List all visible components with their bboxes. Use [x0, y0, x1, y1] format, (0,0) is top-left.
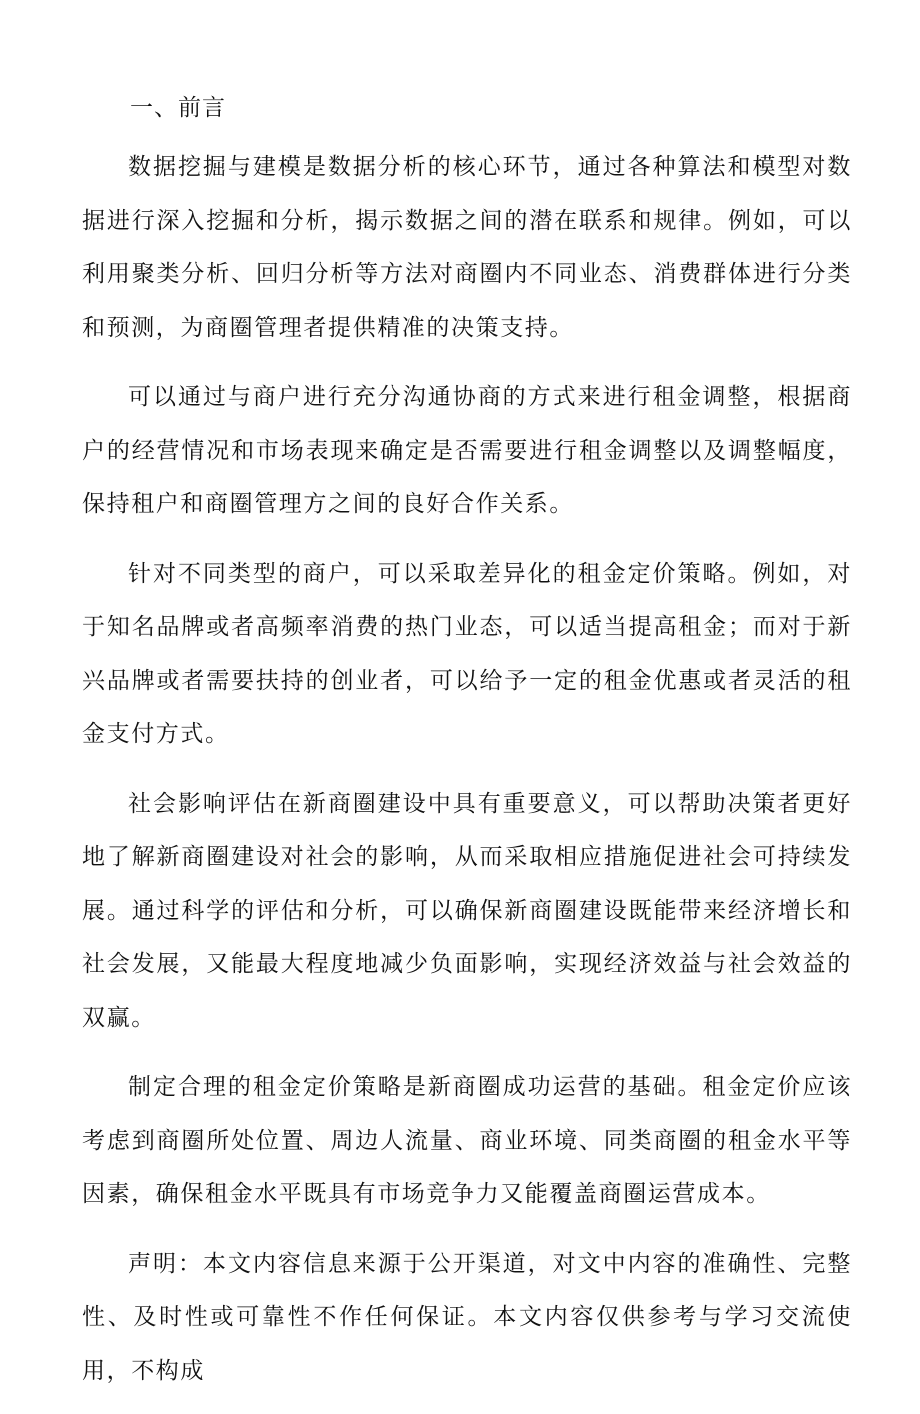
paragraph-disclaimer: 声明：本文内容信息来源于公开渠道，对文中内容的准确性、完整性、及时性或可靠性不作任何保证。本文内容仅供参考与学习交流使用，不构成 [82, 1250, 852, 1384]
paragraph-social-impact: 社会影响评估在新商圈建设中具有重要意义，可以帮助决策者更好地了解新商圈建设对社会的影响，从而采取相应措施促进社会可持续发展。通过科学的评估和分析，可以确保新商圈建设既能带来经济增长和社会发展，又能最大程度地减少负面影响，实现经济效益与社会效益的双赢。 [82, 790, 852, 1031]
section-heading: 一、前言 [130, 95, 226, 121]
paragraph-rent-negotiation: 可以通过与商户进行充分沟通协商的方式来进行租金调整，根据商户的经营情况和市场表现来确定是否需要进行租金调整以及调整幅度，保持租户和商圈管理方之间的良好合作关系。 [82, 384, 852, 517]
paragraph-data-mining: 数据挖掘与建模是数据分析的核心环节，通过各种算法和模型对数据进行深入挖掘和分析，揭示数据之间的潜在联系和规律。例如，可以利用聚类分析、回归分析等方法对商圈内不同业态、消费群体进行分类和预测，为商圈管理者提供精准的决策支持。 [82, 154, 852, 341]
paragraph-differentiated-pricing: 针对不同类型的商户，可以采取差异化的租金定价策略。例如，对于知名品牌或者高频率消费的热门业态，可以适当提高租金；而对于新兴品牌或者需要扶持的创业者，可以给予一定的租金优惠或者灵活的租金支付方式。 [82, 560, 852, 747]
document-page [82, 88, 852, 1414]
paragraph-pricing-strategy: 制定合理的租金定价策略是新商圈成功运营的基础。租金定价应该考虑到商圈所处位置、周边人流量、商业环境、同类商圈的租金水平等因素，确保租金水平既具有市场竞争力又能覆盖商圈运营成本。 [82, 1074, 852, 1207]
